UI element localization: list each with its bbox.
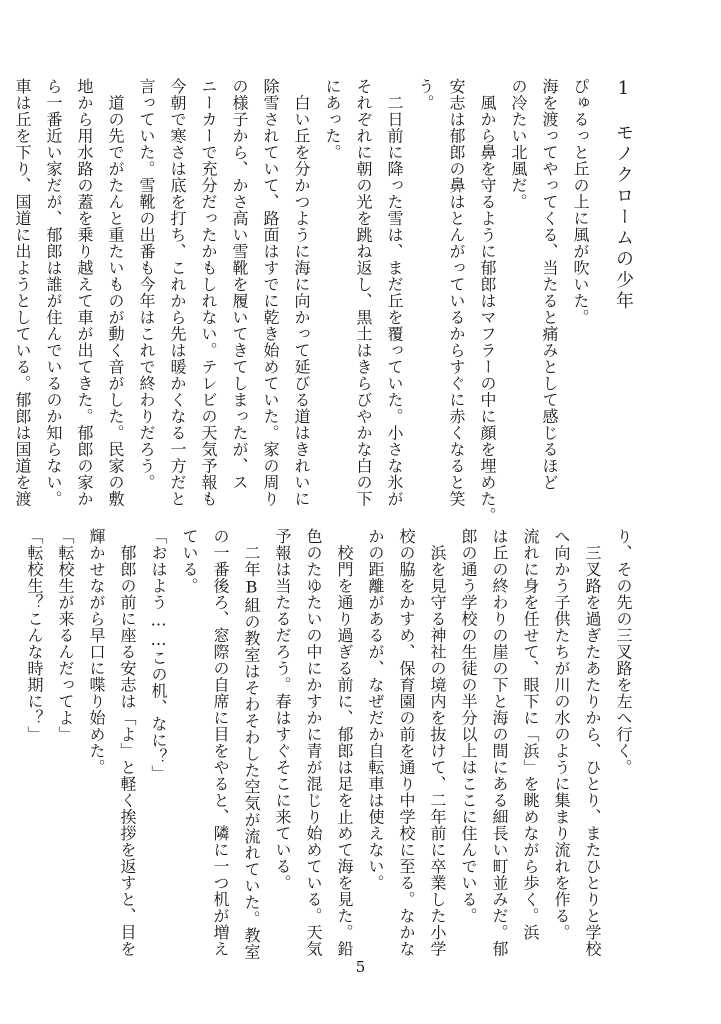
text-line: 予報は当たるだろう。春はすぐそこに来ている。 xyxy=(273,528,292,891)
text-line: 色のたゆたいの中にかすかに青が混じり始めている。天気 xyxy=(304,528,323,957)
text-line: かの距離があるが、なぜだか自転車は使えない。 xyxy=(366,528,385,891)
chapter-title: 1 モノクロームの少年 xyxy=(613,78,634,312)
text-line: 風から鼻を守るように郁郎はマフラーの中に顔を埋めた。 xyxy=(478,78,497,524)
text-line: 車は丘を下り、国道に出ようとしている。郁郎は国道を渡 xyxy=(13,78,32,507)
text-line: 安志は郁郎の鼻はとんがっているからすぐに赤くなると笑 xyxy=(447,78,466,507)
text-line: 「転校生？こんな時期に？」 xyxy=(25,528,44,743)
text-line: 輝かせながら早口に喋り始めた。 xyxy=(87,528,106,776)
text-line: 校の脇をかすめ、保育園の前を通り中学校に至る。なかな xyxy=(397,528,416,957)
text-line: 地から用水路の蓋を乗り越えて車が出てきた。郁郎の家か xyxy=(75,78,94,507)
text-line: へ向かう子供たちが川の水のように集まり流れを作る。 xyxy=(552,528,571,941)
text-line: 流れに身を任せて、眼下に「浜」を眺めながら歩く。浜 xyxy=(521,528,540,941)
text-line: 二年B組の教室はそわそわした空気が流れていた。教室 xyxy=(242,528,261,960)
text-line: にあった。 xyxy=(323,78,342,161)
text-line: ている。 xyxy=(180,528,199,594)
text-line: 「転校生が来るんだってよ」 xyxy=(56,528,75,743)
text-line: ニーカーで充分だったかもしれない。テレビの天気予報も xyxy=(199,78,218,507)
text-line: 郁郎の前に座る安志は「よ」と軽く挨拶を返すと、目を xyxy=(118,528,137,957)
text-line: の一番後ろ、窓際の自席に目をやると、隣に一つ机が増え xyxy=(211,528,230,957)
text-line: 言っていた。雪靴の出番も今年はこれで終わりだろう。 xyxy=(137,78,156,491)
text-line: 白い丘を分かつように海に向かって延びる道はきれいに xyxy=(292,78,311,507)
text-line: それぞれに朝の光を跳ね返し、黒土はきらびやかな白の下 xyxy=(354,78,373,507)
text-line: 「おはよう……この机、なに？」 xyxy=(149,528,168,782)
text-line: 除雪されていて、路面はすでに乾き始めていた。家の周り xyxy=(261,78,280,507)
text-line: ぴゅるっと丘の上に風が吹いた。 xyxy=(571,78,590,326)
text-line: ら一番近い家だが、郁郎は誰が住んでいるのか知らない。 xyxy=(44,78,63,507)
text-line: 海を渡ってやってくる、当たると痛みとして感じるほど xyxy=(540,78,559,491)
text-line: は丘の終わりの崖の下と海の間にある細長い町並みだ。郁 xyxy=(490,528,509,957)
title-spacer xyxy=(596,78,608,498)
text-line: 二日前に降った雪は、まだ丘を覆っていた。小さな氷が xyxy=(385,78,404,507)
text-line: 校門を通り過ぎる前に、郁郎は足を止めて海を見た。鉛 xyxy=(335,528,354,957)
text-line: 道の先でがたんと重たいものが動く音がした。民家の敷 xyxy=(106,78,125,507)
text-line: 今朝で寒さは底を打ち、これから先は暖かくなる一方だと xyxy=(168,78,187,507)
lower-text-block xyxy=(25,528,639,960)
text-line: 三叉路を過ぎたあたりから、ひとり、またひとりと学校 xyxy=(583,528,602,957)
text-line: う。 xyxy=(416,78,435,111)
text-line: 浜を見守る神社の境内を抜けて、二年前に卒業した小学 xyxy=(428,528,447,957)
text-line: の様子から、かさ高い雪靴を履いてきてしまったが、ス xyxy=(230,78,249,491)
page-number: 5 xyxy=(355,958,366,976)
text-line: の冷たい北風だ。 xyxy=(509,78,528,210)
text-line: 郎の通う学校の生徒の半分以上はここに住んでいる。 xyxy=(459,528,478,924)
text-line: り、その先の三叉路を左へ行く。 xyxy=(614,528,633,776)
upper-text-block xyxy=(13,78,639,524)
